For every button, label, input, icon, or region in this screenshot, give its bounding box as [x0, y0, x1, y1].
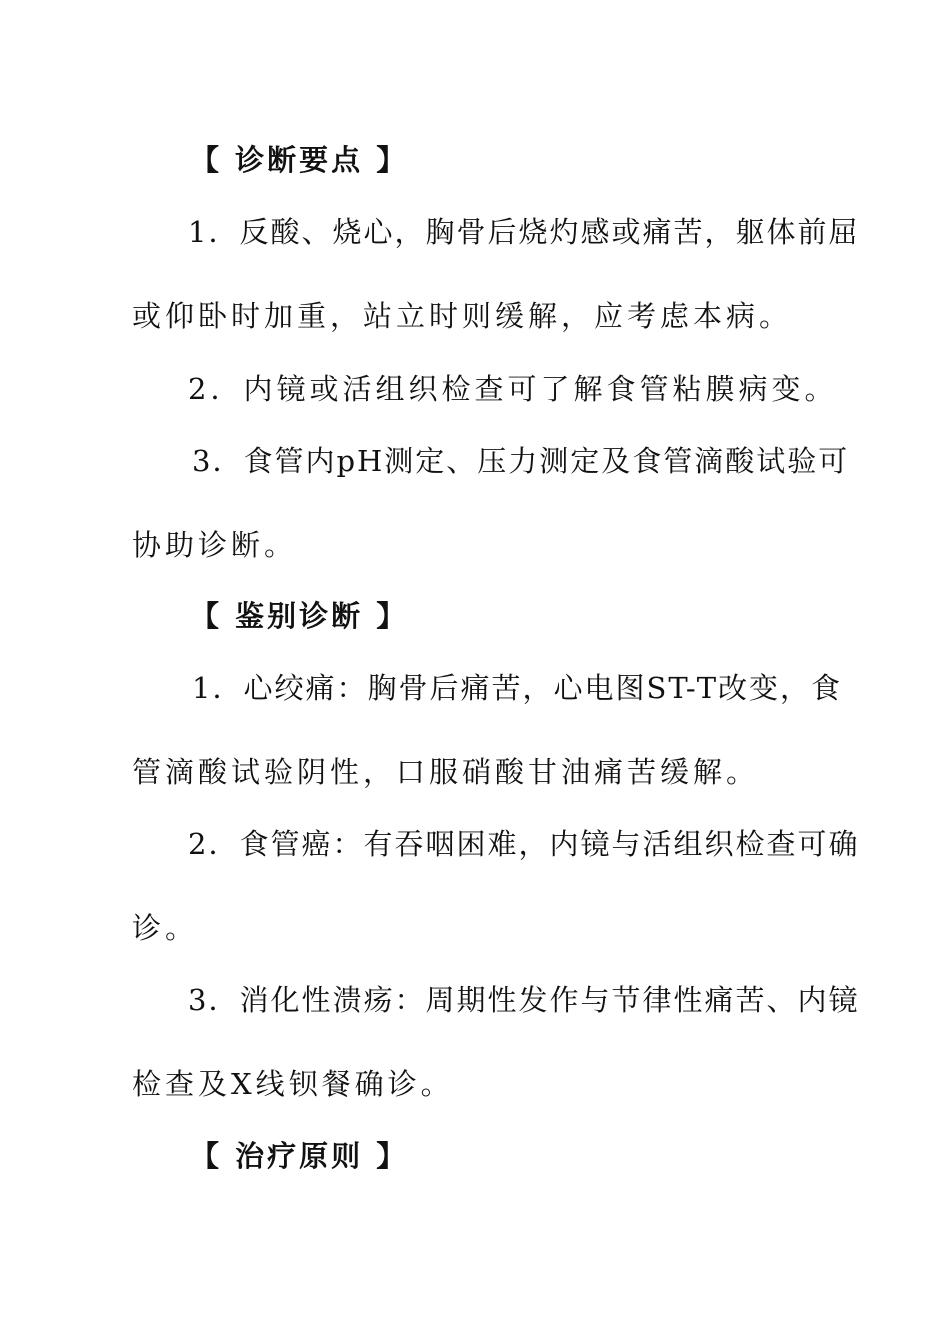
differential-item-3-line-2: 检查及X线钡餐确诊。 — [132, 1067, 454, 1101]
diagnosis-item-3-line-2: 协助诊断。 — [132, 528, 298, 562]
differential-item-1-line-2: 管滴酸试验阴性，口服硝酸甘油痛苦缓解。 — [132, 755, 760, 789]
diagnosis-item-3-line-1: 3．食管内pH测定、压力测定及食管滴酸试验可 — [192, 444, 850, 478]
differential-item-1-line-1: 1．心绞痛：胸骨后痛苦，心电图ST-T改变，食 — [192, 671, 843, 705]
section-heading-diagnosis: 【 诊断要点 】 — [190, 143, 409, 177]
differential-item-2-line-1: 2．食管癌：有吞咽困难，内镜与活组织检查可确 — [188, 827, 860, 861]
diagnosis-item-1-line-2: 或仰卧时加重，站立时则缓解，应考虑本病。 — [132, 299, 793, 333]
section-heading-differential: 【 鉴别诊断 】 — [190, 599, 409, 633]
diagnosis-item-2-line-1: 2．内镜或活组织检查可了解食管粘膜病变。 — [188, 372, 838, 406]
differential-item-2-line-2: 诊。 — [132, 911, 199, 945]
differential-item-3-line-1: 3．消化性溃疡：周期性发作与节律性痛苦、内镜 — [188, 983, 860, 1017]
section-heading-treatment: 【 治疗原则 】 — [190, 1139, 409, 1173]
diagnosis-item-1-line-1: 1．反酸、烧心，胸骨后烧灼感或痛苦，躯体前屈 — [188, 215, 860, 249]
